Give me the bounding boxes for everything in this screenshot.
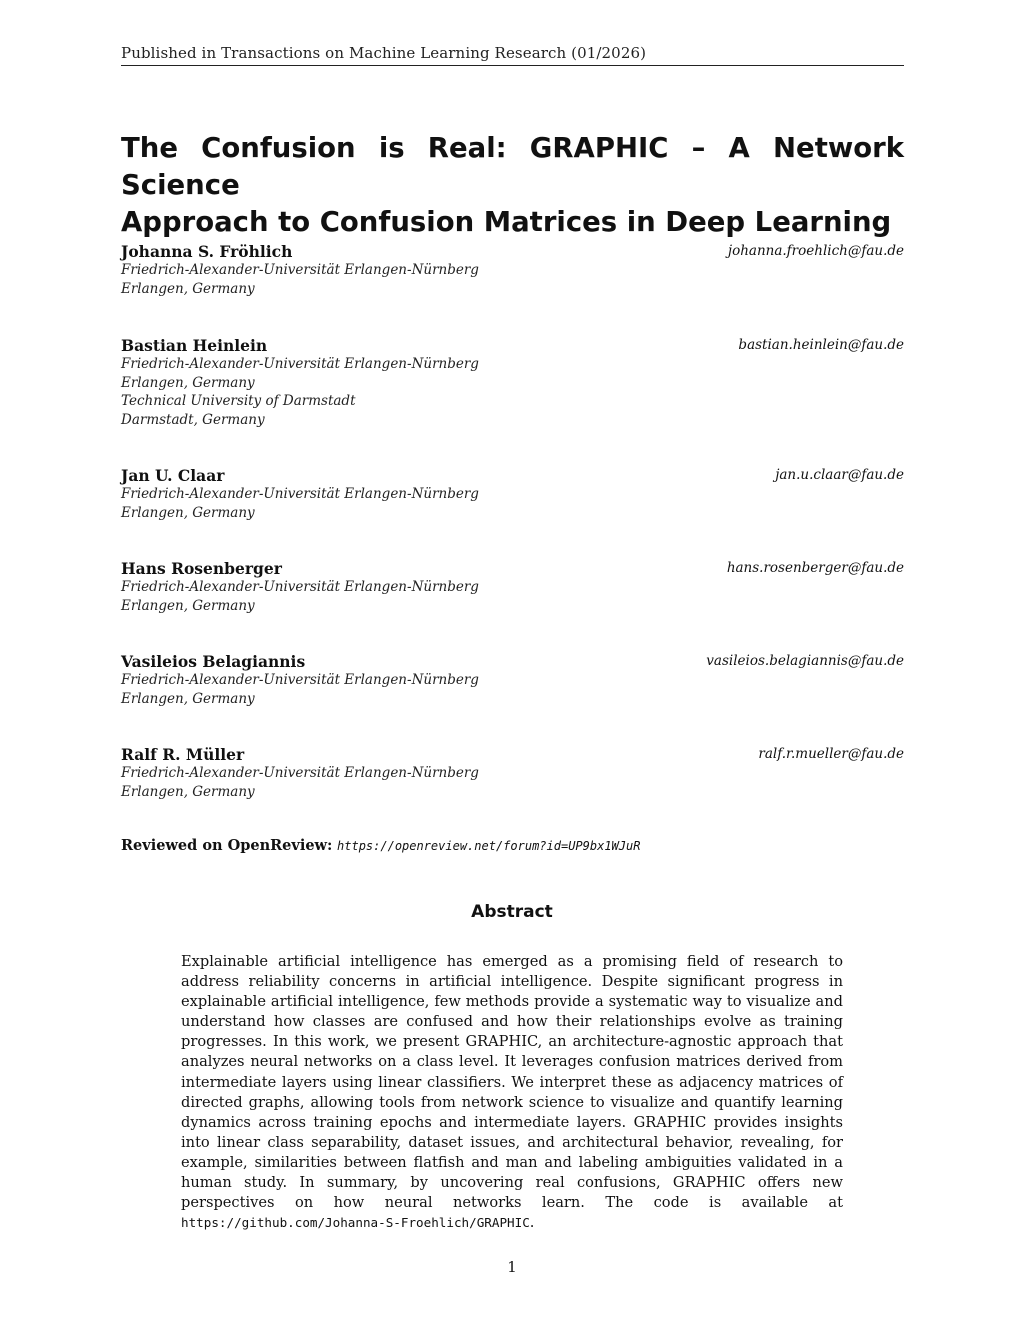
header-rule — [121, 65, 904, 66]
openreview-label: Reviewed on OpenReview: — [121, 837, 333, 854]
affiliation-line: Erlangen, Germany — [121, 690, 255, 707]
author-block — [121, 559, 904, 615]
affiliation-line: Friedrich-Alexander-Universität Erlangen-Nürnberg — [121, 356, 479, 372]
author-block — [121, 652, 904, 708]
affiliation-line: Friedrich-Alexander-Universität Erlangen-Nürnberg — [121, 579, 479, 595]
affiliation-line: Friedrich-Alexander-Universität Erlangen-Nürnberg — [121, 672, 479, 688]
abstract-end-punctuation: . — [529, 1214, 535, 1232]
abstract-heading: Abstract — [471, 902, 553, 922]
affiliation-line: Erlangen, Germany — [121, 280, 255, 297]
affiliation-line: Erlangen, Germany — [121, 504, 255, 521]
title-line-1: The Confusion is Real: GRAPHIC – A Network Science — [121, 132, 904, 201]
author-email[interactable]: johanna.froehlich@fau.de — [727, 243, 904, 259]
affiliation-line: Friedrich-Alexander-Universität Erlangen-Nürnberg — [121, 486, 479, 502]
author-name: Johanna S. Fröhlich — [121, 242, 293, 261]
author-block — [121, 336, 904, 430]
affiliation-line: Erlangen, Germany — [121, 783, 255, 800]
affiliation-line: Erlangen, Germany — [121, 597, 255, 614]
author-block — [121, 242, 904, 298]
title-line-2: Approach to Confusion Matrices in Deep Learning — [121, 206, 892, 238]
affiliation-line: Darmstadt, Germany — [121, 412, 265, 429]
author-email[interactable]: jan.u.claar@fau.de — [775, 467, 904, 483]
affiliation-line: Erlangen, Germany — [121, 374, 255, 391]
author-name: Jan U. Claar — [121, 466, 225, 485]
affiliation-line: Friedrich-Alexander-Universität Erlangen-Nürnberg — [121, 765, 479, 781]
author-name: Bastian Heinlein — [121, 336, 268, 355]
running-header: Published in Transactions on Machine Learning Research (01/2026) — [121, 44, 647, 62]
code-repository-link[interactable]: https://github.com/Johanna-S-Froehlich/GRAPHIC — [181, 1215, 530, 1231]
paper-title — [121, 130, 904, 241]
author-email[interactable]: hans.rosenberger@fau.de — [726, 560, 904, 576]
affiliation-line: Friedrich-Alexander-Universität Erlangen-Nürnberg — [121, 262, 479, 278]
author-email[interactable]: vasileios.belagiannis@fau.de — [706, 653, 904, 669]
affiliation-line: Technical University of Darmstadt — [121, 393, 356, 410]
author-name: Ralf R. Müller — [121, 745, 245, 764]
page-number: 1 — [507, 1258, 517, 1276]
author-name: Vasileios Belagiannis — [121, 652, 306, 671]
openreview-line — [121, 837, 640, 854]
author-block — [121, 745, 904, 801]
author-email[interactable]: bastian.heinlein@fau.de — [738, 337, 904, 353]
openreview-link[interactable]: https://openreview.net/forum?id=UP9bx1WJuR — [337, 839, 641, 853]
abstract-body — [181, 952, 843, 1233]
author-name: Hans Rosenberger — [121, 559, 282, 578]
author-block — [121, 466, 904, 522]
abstract-text: Explainable artificial intelligence has emerged as a promising field of research to address reliability concerns in artificial intelligence. Despite significant progress in explainable artificial intelligence, few methods provide a systematic way to visualize and understand how classes are confused and how their relationships evolve as training progresses. In this work, we present GRAPHIC, an architecture-agnostic approach that analyzes neural networks on a class level. It leverages confusion matrices derived from intermediate layers using linear classifiers. We interpret these as adjacency matrices of directed graphs, allowing tools from network science to visualize and quantify learning dynamics across training epochs and intermediate layers. GRAPHIC provides insights into linear class separability, dataset issues, and architectural behavior, revealing, for example, similarities between flatfish and man and labeling ambiguities validated in a human study. In summary, by uncovering real confusions, GRAPHIC offers new perspectives on how neural networks learn. The code is available at — [181, 953, 843, 1212]
author-email[interactable]: ralf.r.mueller@fau.de — [758, 746, 904, 762]
